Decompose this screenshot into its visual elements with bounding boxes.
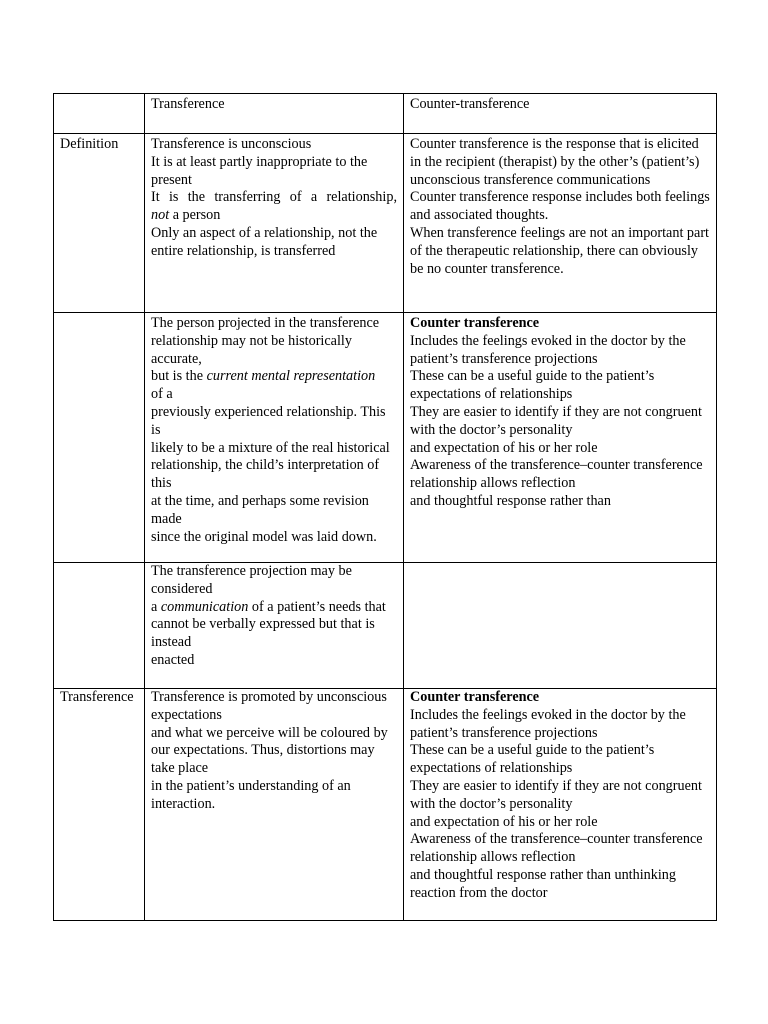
text-line: since the original model was laid down.	[151, 528, 377, 545]
text-line: relationship allows reflection	[410, 475, 576, 492]
text-line: Transference is unconscious	[151, 136, 312, 152]
text-line: Counter transference is the response that is elicited in the recipient (therapist) by the other’s (patient’s) unconscious transference communications	[410, 136, 700, 188]
italic-text: current mental representation	[206, 368, 376, 385]
text-line: likely to be a mixture of the real historical	[151, 439, 390, 456]
text-line: and thoughtful response rather than unthinking reaction from the doctor	[410, 866, 676, 901]
counter-transference-heading: Counter transference	[410, 689, 540, 705]
text-line	[151, 189, 397, 225]
text-line: Awareness of the transference–counter transference	[410, 457, 703, 474]
text-line	[151, 599, 397, 617]
text-line: They are easier to identify if they are not congruent with the doctor’s personality	[410, 777, 702, 812]
table-row-definition	[54, 134, 717, 313]
definition-counter-cell	[404, 134, 717, 313]
header-counter-transference: Counter-transference	[404, 94, 717, 134]
text-line: Includes the feelings evoked in the doctor by the patient’s transference projections	[410, 332, 686, 367]
table-row-communication	[54, 563, 717, 689]
text-fragment: a person	[169, 207, 221, 224]
text-line: and what we perceive will be coloured by	[151, 724, 388, 741]
row-label-transference: Transference	[54, 689, 145, 921]
representation-transference-cell	[145, 313, 404, 563]
text-line: in the patient’s understanding of an interaction.	[151, 777, 351, 812]
text-line: These can be a useful guide to the patient’s expectations of relationships	[410, 742, 655, 777]
table-row-transference	[54, 689, 717, 921]
italic-text: not	[151, 207, 170, 224]
row-label-definition: Definition	[54, 134, 145, 313]
text-line: These can be a useful guide to the patient’s expectations of relationships	[410, 368, 655, 403]
communication-transference-cell	[145, 563, 404, 689]
text-line: relationship, the child’s interpretation of this	[151, 457, 380, 492]
text-fragment: of a patient’s needs that	[248, 598, 386, 615]
promoted-counter-cell	[404, 689, 717, 921]
text-line: of a	[151, 386, 173, 403]
representation-counter-cell	[404, 313, 717, 563]
text-line: Only an aspect of a relationship, not the entire relationship, is transferred	[151, 224, 378, 259]
row-label-empty	[54, 563, 145, 689]
text-line: Awareness of the transference–counter transference	[410, 831, 703, 848]
text-line: When transference feelings are not an important part of the therapeutic relationship, there can obviously be no counter transference.	[410, 224, 709, 277]
row-label-empty	[54, 313, 145, 563]
text-line: previously experienced relationship. This is	[151, 403, 386, 438]
text-line: Includes the feelings evoked in the doctor by the patient’s transference projections	[410, 706, 686, 741]
definition-transference-cell	[145, 134, 404, 313]
text-fragment: a	[151, 598, 161, 615]
promoted-transference-cell	[145, 689, 404, 921]
text-line: relationship allows reflection	[410, 849, 576, 866]
italic-text: communication	[160, 598, 249, 615]
table-row-representation	[54, 313, 717, 563]
text-fragment: but is the	[151, 368, 207, 385]
text-line: They are easier to identify if they are not congruent with the doctor’s personality	[410, 403, 702, 438]
text-line: Counter transference response includes both feelings and associated thoughts.	[410, 189, 710, 224]
text-line	[151, 368, 397, 386]
communication-counter-cell-empty	[404, 563, 717, 689]
counter-transference-heading: Counter transference	[410, 315, 540, 331]
text-line: and expectation of his or her role	[410, 439, 598, 456]
header-transference: Transference	[145, 94, 404, 134]
comparison-table	[53, 93, 717, 921]
text-line: The person projected in the transference relationship may not be historically accurate,	[151, 315, 380, 367]
header-empty-cell	[54, 94, 145, 134]
text-line: our expectations. Thus, distortions may take place	[151, 742, 375, 777]
text-line: The transference projection may be considered	[151, 563, 352, 597]
text-line: It is at least partly inappropriate to the present	[151, 153, 368, 188]
text-line: and thoughtful response rather than	[410, 492, 611, 509]
text-line: It is the transferring of a relationship,	[151, 189, 397, 206]
text-line: cannot be verbally expressed but that is instead	[151, 616, 375, 651]
text-line: enacted	[151, 651, 195, 668]
text-line: at the time, and perhaps some revision made	[151, 492, 369, 527]
text-line: and expectation of his or her role	[410, 813, 598, 830]
header-row	[54, 94, 717, 134]
text-line: Transference is promoted by unconscious expectations	[151, 689, 387, 723]
